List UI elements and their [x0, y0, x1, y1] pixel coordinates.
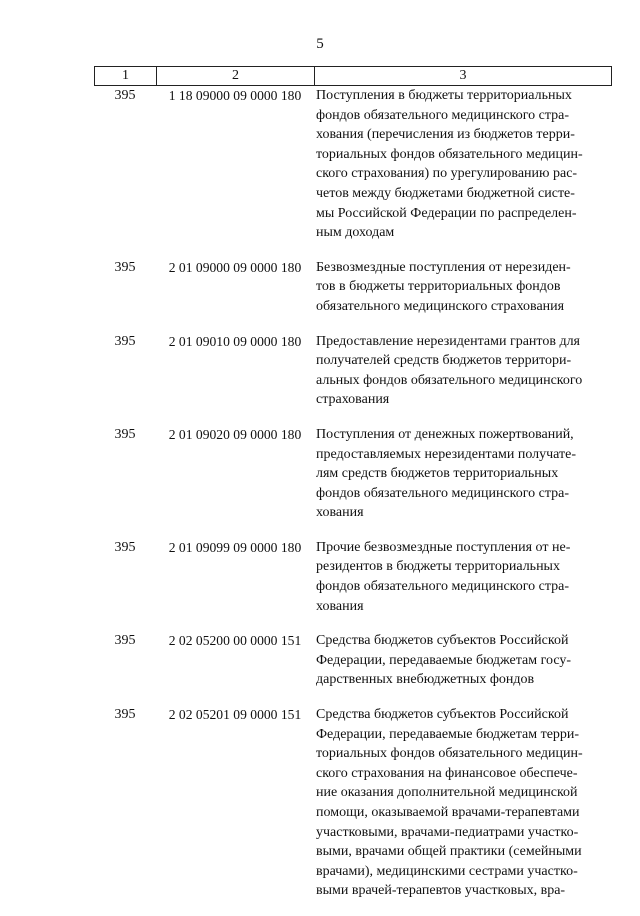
header-col-1: 1 [95, 67, 157, 85]
table-row [94, 258, 612, 317]
header-col-2: 2 [157, 67, 315, 85]
description-cell [314, 425, 612, 523]
description-line: четов между бюджетами бюджетной систе- [316, 185, 575, 201]
table-row [94, 705, 612, 901]
description-cell [314, 538, 612, 616]
description-line: фондов обязательного медицинского стра- [316, 485, 570, 501]
description-line: резидентов в бюджеты территориальных [316, 559, 560, 575]
description-line: Предоставление нерезидентами грантов для [316, 333, 580, 349]
budget-code-cell: 2 02 05201 09 0000 151 [168, 707, 302, 723]
budget-code-cell: 2 01 09000 09 0000 180 [168, 259, 302, 275]
description-cell [314, 86, 612, 243]
table-row [94, 332, 612, 410]
budget-code-cell: 2 01 09010 09 0000 180 [168, 333, 302, 349]
page-number: 5 [316, 36, 324, 52]
description-line: тов в бюджеты территориальных фондов [316, 279, 561, 295]
description-line: альных фондов обязательного медицинского [316, 372, 583, 388]
description-line: ториальных фондов обязательного медицин- [316, 746, 583, 762]
table-body [94, 86, 612, 916]
description-line: ского страхования) по урегулированию рас- [316, 166, 578, 182]
header-col-3: 3 [459, 68, 467, 83]
description-line: предоставляемых нерезидентами получате- [316, 446, 577, 462]
description-line: Поступления в бюджеты территориальных [316, 88, 572, 103]
description-line: хования [316, 598, 364, 614]
description-line: фондов обязательного медицинского стра- [316, 107, 570, 123]
admin-code-cell: 395 [114, 633, 136, 649]
table-header [94, 66, 612, 86]
table-row [94, 538, 612, 616]
table-row [94, 631, 612, 690]
description-line: страхования [316, 392, 390, 408]
description-line: Федерации, передаваемые бюджетам терри- [316, 726, 580, 742]
table-row [94, 86, 612, 243]
budget-code-cell: 2 02 05200 00 0000 151 [168, 633, 302, 649]
description-line: Безвозмездные поступления от нерезиден- [316, 259, 571, 275]
description-line: фондов обязательного медицинского стра- [316, 579, 570, 595]
admin-code-cell: 395 [114, 88, 136, 103]
description-line: ского страхования на финансовое обеспече- [316, 765, 578, 781]
budget-code-cell: 2 01 09099 09 0000 180 [168, 539, 302, 555]
description-line: ние оказания дополнительной медицинской [316, 785, 578, 801]
description-line: получателей средств бюджетов территори- [316, 353, 572, 369]
description-line: Поступления от денежных пожертвований, [316, 426, 574, 442]
description-line: ториальных фондов обязательного медицин- [316, 146, 583, 162]
description-line: хования [316, 505, 364, 521]
description-line: выми, врачами общей практики (семейными [316, 844, 582, 860]
admin-code-cell: 395 [114, 539, 136, 555]
description-line: Средства бюджетов субъектов Российской [316, 633, 569, 649]
description-line: ным доходам [316, 225, 395, 241]
description-line: Прочие безвозмездные поступления от не- [316, 539, 571, 555]
admin-code-cell: 395 [114, 426, 136, 442]
admin-code-cell: 395 [114, 707, 136, 723]
description-line: Федерации, передаваемые бюджетам госу- [316, 652, 572, 668]
description-line: Средства бюджетов субъектов Российской [316, 707, 569, 723]
admin-code-cell: 395 [114, 259, 136, 275]
table-row [94, 425, 612, 523]
description-line: мы Российской Федерации по распределен- [316, 205, 577, 221]
admin-code-cell: 395 [114, 333, 136, 349]
description-cell [314, 258, 612, 317]
description-line: выми врачей-терапевтов участковых, вра- [316, 883, 566, 899]
description-line: участковыми, врачами-педиатрами участко- [316, 824, 579, 840]
description-cell [314, 631, 612, 690]
description-cell [314, 705, 612, 901]
description-cell [314, 332, 612, 410]
description-line: хования (перечисления из бюджетов терри- [316, 127, 575, 143]
description-line: дарственных внебюджетных фондов [316, 672, 535, 688]
description-line: врачами), медицинскими сестрами участко- [316, 863, 578, 879]
budget-code-cell: 2 01 09020 09 0000 180 [168, 426, 302, 442]
description-line: лям средств бюджетов территориальных [316, 466, 559, 482]
description-line: помощи, оказываемой врачами-терапевтами [316, 805, 580, 820]
budget-code-cell: 1 18 09000 09 0000 180 [168, 88, 302, 103]
description-line: обязательного медицинского страхования [316, 298, 565, 314]
